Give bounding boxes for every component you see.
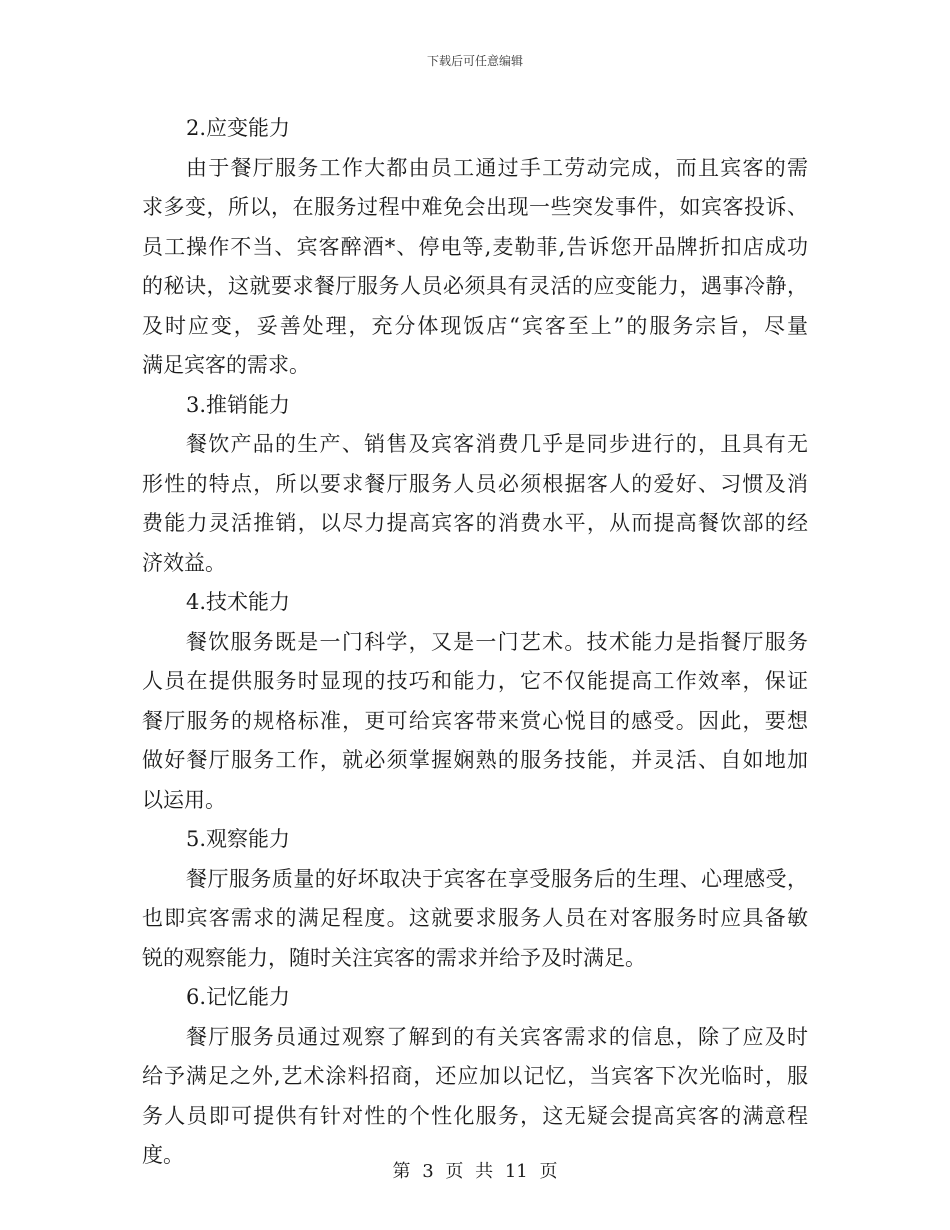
paragraph-line: 员工操作不当、宾客醉酒*、停电等,麦勒菲,告诉您开品牌折扣店成功 [142,234,808,259]
paragraph-line: 满足宾客的需求。 [142,353,310,377]
paragraph-line: 务人员即可提供有针对性的个性化服务，这无疑会提高宾客的满意程 [142,1103,808,1128]
paragraph-line: 做好餐厅服务工作，就必须掌握娴熟的服务技能，并灵活、自如地加 [142,748,808,772]
paragraph-line: 度。 [142,1143,184,1167]
paragraph-line: 给予满足之外,艺术涂料招商，还应加以记忆，当宾客下次光临时，服 [142,1064,808,1088]
paragraph-line: 费能力灵活推销，以尽力提高宾客的消费水平，从而提高餐饮部的经 [142,511,808,535]
section-heading: 2.应变能力 [186,116,291,140]
page-header: 下载后可任意编辑 [426,54,523,68]
paragraph-line: 济效益。 [142,550,226,575]
paragraph-line: 人员在提供服务时显现的技巧和能力，它不仅能提高工作效率，保证 [142,669,808,693]
paragraph-line: 餐厅服务员通过观察了解到的有关宾客需求的信息，除了应及时 [186,1024,808,1049]
section-heading: 3.推销能力 [186,392,291,417]
paragraph-line: 的秘诀，这就要求餐厅服务人员必须具有灵活的应变能力，遇事冷静， [142,274,808,298]
paragraph-line: 由于餐厅服务工作大都由员工通过手工劳动完成，而且宾客的需 [186,155,808,180]
paragraph-line: 形性的特点，所以要求餐厅服务人员必须根据客人的爱好、习惯及消 [142,471,808,496]
section-heading: 5.观察能力 [186,827,291,851]
paragraph-line: 餐厅服务质量的好坏取决于宾客在享受服务后的生理、心理感受， [186,866,808,891]
page-footer: 第 3 页 共 11 页 [392,1161,558,1182]
paragraph-line: 也即宾客需求的满足程度。这就要求服务人员在对客服务时应具备敏 [142,906,808,930]
paragraph-line: 餐饮产品的生产、销售及宾客消费几乎是同步进行的，且具有无 [186,432,808,456]
section-heading: 4.技术能力 [186,590,291,614]
document-body [142,109,808,1176]
paragraph-line: 及时应变，妥善处理，充分体现饭店“宾客至上”的服务宗旨，尽量 [142,313,808,338]
paragraph-line: 锐的观察能力，随时关注宾客的需求并给予及时满足。 [142,945,646,970]
paragraph-line: 以运用。 [142,787,226,812]
paragraph-line: 餐饮服务既是一门科学，又是一门艺术。技术能力是指餐厅服务 [186,629,808,654]
paragraph-line: 求多变，所以，在服务过程中难免会出现一些突发事件，如宾客投诉、 [142,195,808,219]
paragraph-line: 餐厅服务的规格标准，更可给宾客带来赏心悦目的感受。因此，要想 [142,708,808,733]
section-heading: 6.记忆能力 [186,985,291,1009]
